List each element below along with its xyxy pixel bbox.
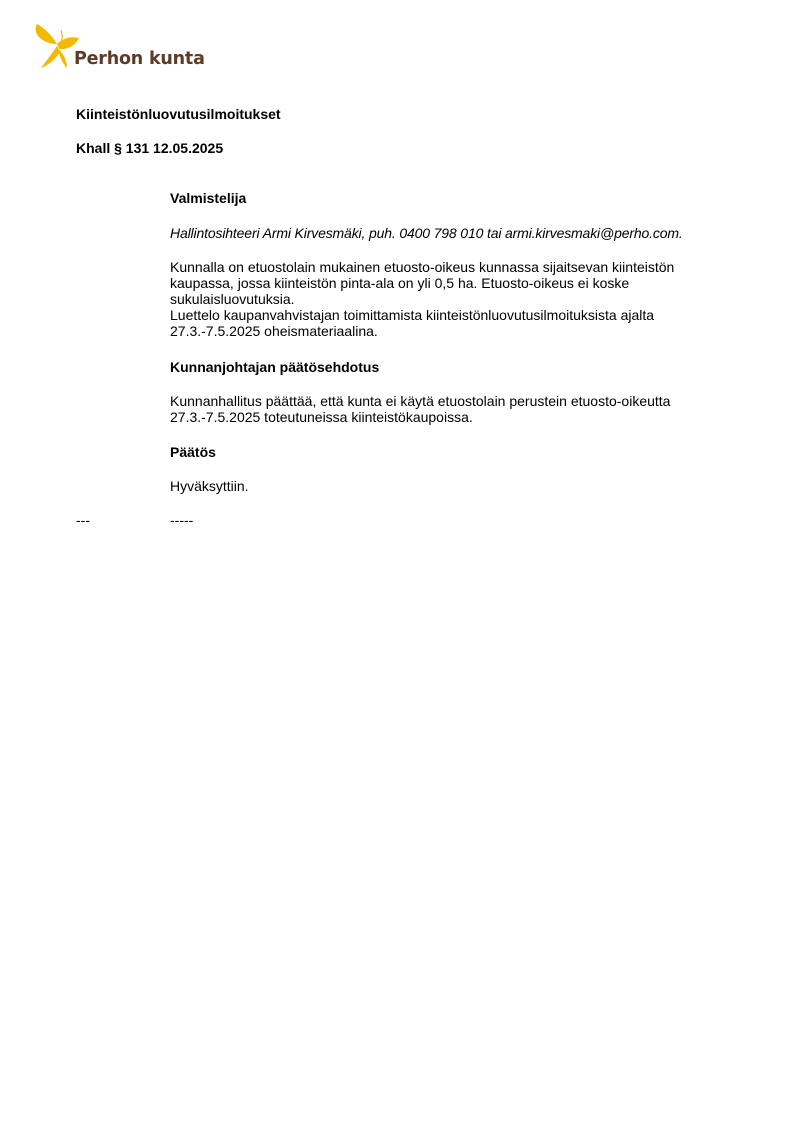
- separator-right: -----: [170, 512, 194, 528]
- body-paragraph-1: [170, 259, 730, 339]
- preparer-text: Hallintosihteeri Armi Kirvesmäki, puh. 0400 798 010 tai armi.kirvesmaki@perho.com.: [170, 225, 683, 241]
- etuosto-paragraph: Kunnalla on etuostolain mukainen etuosto-oikeus kunnassa sijaitsevan kiinteistön kaupassa, jossa kiinteistön pinta-ala on yli 0,5 ha. Etuosto-oikeus ei koske sukulaisluovutuksia.: [170, 259, 675, 307]
- decision-block: [170, 478, 742, 494]
- decision-heading-text: Päätös: [170, 444, 216, 460]
- preparer-heading-text: Valmistelija: [170, 190, 247, 206]
- document-title: Kiinteistönluovutusilmoitukset: [76, 106, 281, 122]
- municipality-logo: [33, 22, 203, 72]
- proposal-block: [170, 393, 742, 425]
- preparer-heading: [170, 190, 742, 206]
- document-reference: Khall § 131 12.05.2025: [76, 140, 224, 156]
- proposal-heading-text: Kunnanjohtajan päätösehdotus: [170, 359, 380, 375]
- list-paragraph: Luettelo kaupanvahvistajan toimittamista kiinteistönluovutusilmoituksista ajalta 27.3.-7.5.2025 oheismateriaalina.: [170, 307, 655, 339]
- decision-heading: [170, 444, 742, 460]
- decision-text: Hyväksyttiin.: [170, 478, 249, 494]
- proposal-text: Kunnanhallitus päättää, että kunta ei käytä etuostolain perustein etuosto-oikeutta 27.3.-7.5.2025 toteutuneissa kiinteistökaupoissa.: [170, 393, 671, 425]
- proposal-heading: [170, 359, 742, 375]
- preparer-block: [170, 225, 742, 241]
- logo-text: Perhon kunta: [74, 49, 205, 69]
- separator-left: ---: [76, 512, 90, 528]
